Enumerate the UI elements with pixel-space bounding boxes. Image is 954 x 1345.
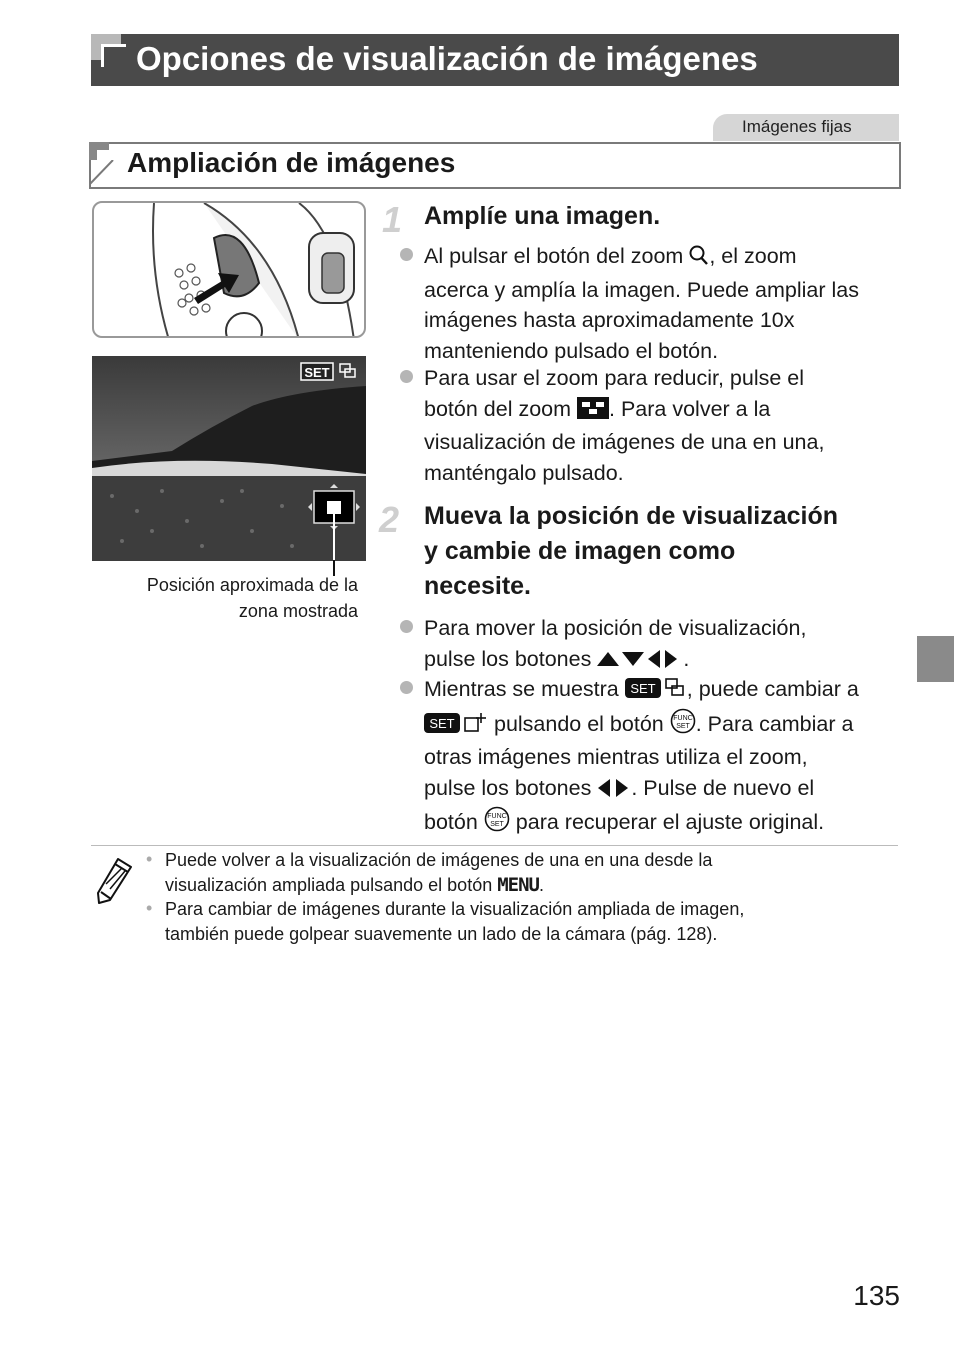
title-decor-square-inner — [101, 44, 126, 67]
up-down-left-right-arrows-icon — [597, 647, 683, 678]
zoomed-photo-screen — [92, 356, 366, 561]
step-number-1: 1 — [382, 199, 403, 240]
svg-text:SET: SET — [489, 821, 504, 828]
index-grid-icon — [577, 397, 609, 428]
step2-bullet1: Para mover la posición de visualización, pulse los botones . — [424, 613, 904, 677]
chapter-side-tab — [917, 636, 954, 682]
step2-bullet1-dot — [400, 620, 413, 633]
left-right-arrows-icon — [597, 776, 631, 807]
note-divider — [91, 845, 898, 846]
pencil-icon — [96, 856, 136, 911]
photo-set-badge: SET — [304, 365, 330, 380]
step2-bullet2-dot — [400, 681, 413, 694]
category-tab-label: Imágenes fijas — [742, 117, 852, 136]
page-number: 135 — [853, 1280, 900, 1311]
section-title: Ampliación de imágenes — [127, 147, 456, 178]
func-set-button-icon — [484, 806, 510, 841]
note-item-2: Para cambiar de imágenes durante la visualización ampliada de imagen, también puede golpear suavemente un lado de la cámara (pág. 128). — [165, 899, 745, 944]
menu-button-label: MENU — [497, 873, 539, 896]
step2-bullet2: Mientras se muestra SET , puede cambiar a SET pulsando el botón FUNC SET . Para cambiar a otras imágenes mientras utiliza el zoom, pulse los botones . Pulse de nuevo el botón FUNC SET para recuperar el ajuste original. — [424, 674, 904, 841]
step1-bullet1-dot — [400, 248, 413, 261]
step1-bullet1: Al pulsar el botón del zoom , el zoom acerca y amplía la imagen. Puede ampliar las imágenes hasta aproximadamente 10x manteniendo pulsado el botón. — [424, 244, 859, 363]
section-decor-slash — [89, 160, 119, 185]
set-jump-icon — [424, 712, 488, 743]
svg-text:SET: SET — [429, 715, 455, 731]
step1-title: Amplíe una imagen. — [424, 202, 661, 230]
step1-bullet2-dot — [400, 370, 413, 383]
func-set-button-icon — [670, 708, 696, 743]
page-title: Opciones de visualización de imágenes — [136, 40, 758, 77]
svg-text:FUNC: FUNC — [673, 714, 693, 722]
note-bullet-2: • — [146, 898, 153, 918]
step2-title: Mueva la posición de visualización y cambie de imagen como necesite. — [424, 502, 839, 600]
photo-caption-line2: zona mostrada — [238, 601, 358, 621]
set-rotate-icon — [625, 677, 687, 708]
note-item-1: Puede volver a la visualización de imágenes de una en una desde la visualización ampliada pulsando el botón MENU. — [165, 850, 713, 896]
note-bullet-1: • — [146, 849, 153, 869]
svg-text:SET: SET — [675, 722, 690, 730]
photo-caption-line1: Posición aproximada de la — [146, 575, 358, 595]
svg-text:SET: SET — [630, 681, 656, 696]
svg-text:FUNC: FUNC — [487, 813, 507, 820]
step-number-2: 2 — [379, 499, 400, 540]
step1-bullet2: Para usar el zoom para reducir, pulse el botón del zoom . Para volver a la visualización de imágenes de una en una, manténgalo pulsado. — [424, 366, 825, 485]
magnifier-icon — [689, 244, 709, 275]
camera-zoom-illustration — [92, 201, 366, 338]
